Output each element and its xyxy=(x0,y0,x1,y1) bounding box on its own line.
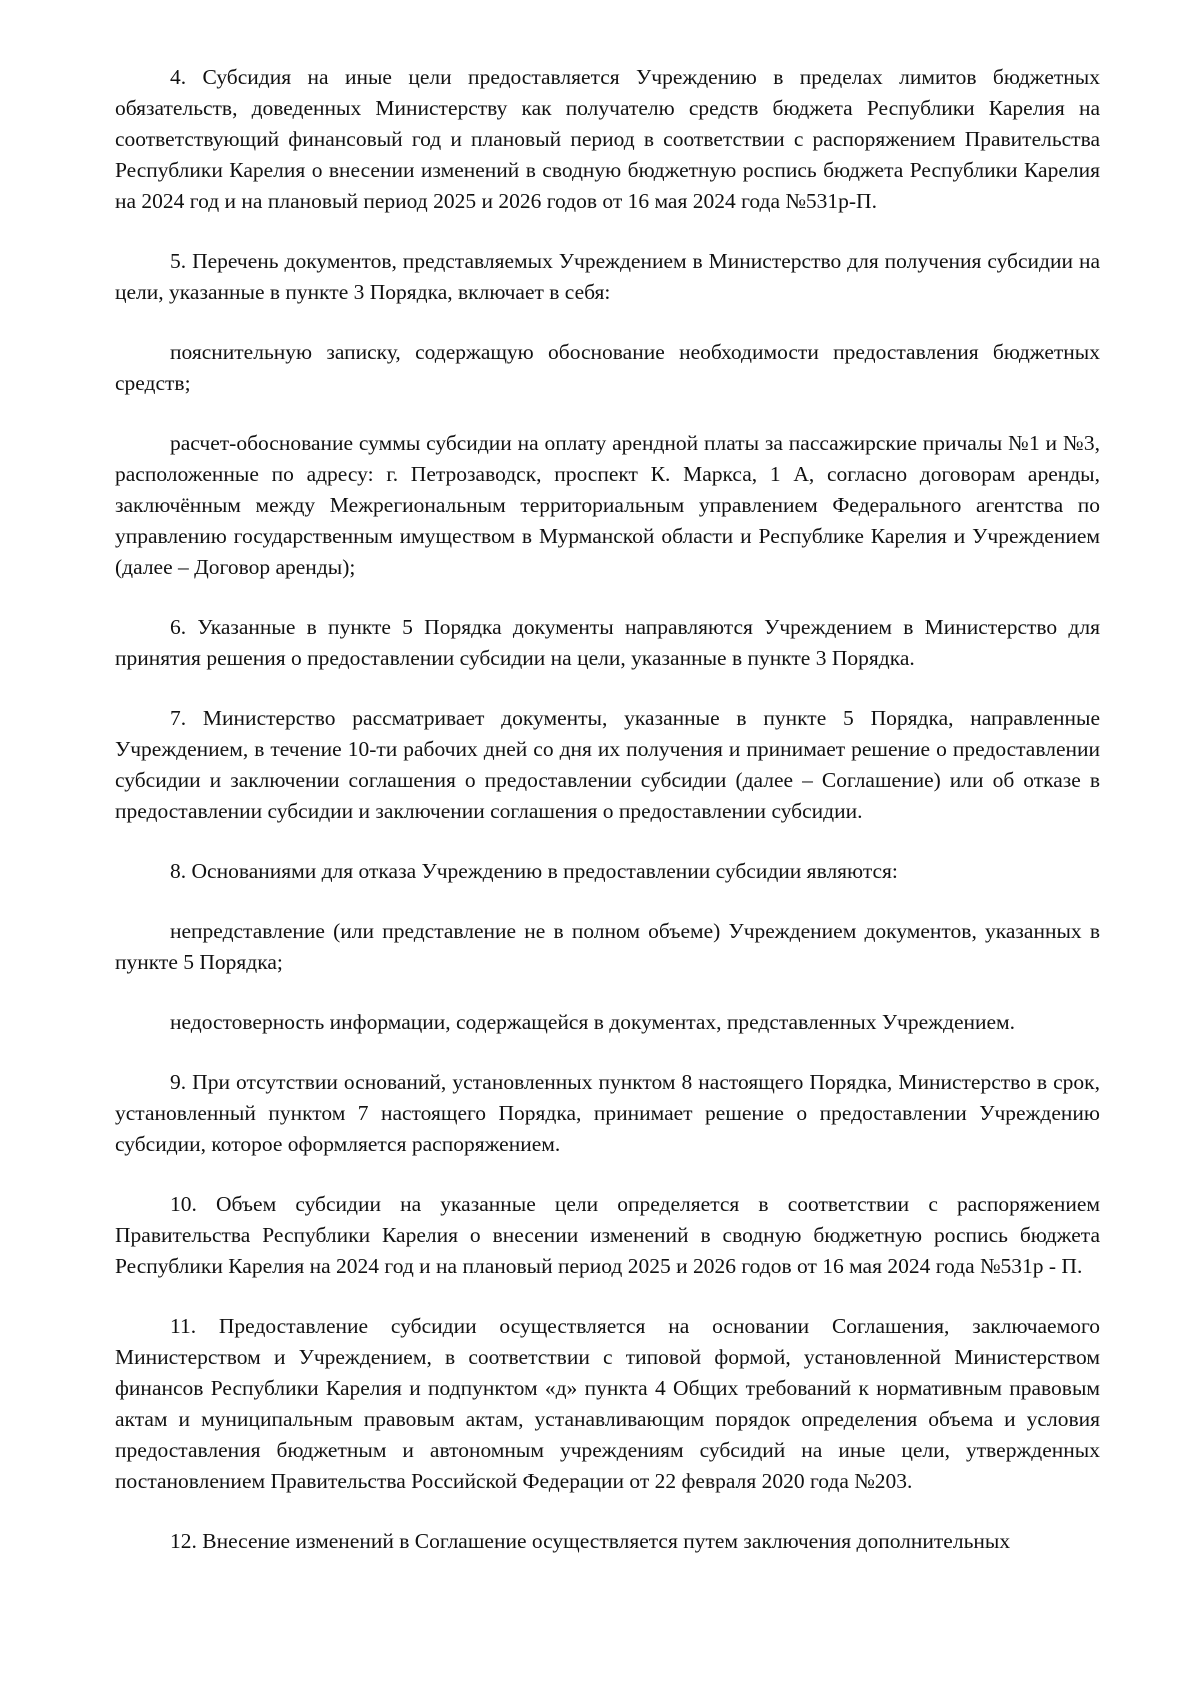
paragraph-item-9: 9. При отсутствии оснований, установленных пунктом 8 настоящего Порядка, Министерство в срок, установленный пунктом 7 настоящего Порядка, принимает решение о предоставлении Учреждению субсидии, которое оформляется распоряжением. xyxy=(115,1070,1100,1156)
paragraph-unreliability: недостоверность информации, содержащейся в документах, представленных Учреждением. xyxy=(170,1010,1016,1034)
paragraph-item-5: 5. Перечень документов, представляемых Учреждением в Министерство для получения субсидии на цели, указанные в пункте 3 Порядка, включает в себя: xyxy=(115,249,1100,304)
paragraph-explanatory-note: пояснительную записку, содержащую обоснование необходимости предоставления бюджетных средств; xyxy=(115,340,1100,395)
paragraph-item-11: 11. Предоставление субсидии осуществляется на основании Соглашения, заключаемого Министерством и Учреждением, в соответствии с типовой формой, установленной Министерством финансов Республики Карелия и подпунктом «д» пункта 4 Общих требований к нормативным правовым актам и муниципальным правовым актам, устанавливающим порядок определения объема и условия предоставления бюджетным и автономным учреждениям субсидий на иные цели, утвержденных постановлением Правительства Российской Федерации от 22 февраля 2020 года №203. xyxy=(115,1314,1100,1493)
paragraph-item-8: 8. Основаниями для отказа Учреждению в предоставлении субсидии являются: xyxy=(170,859,898,883)
paragraph-non-submission: непредставление (или представление не в полном объеме) Учреждением документов, указанных в пункте 5 Порядка; xyxy=(115,919,1100,974)
paragraph-item-6: 6. Указанные в пункте 5 Порядка документы направляются Учреждением в Министерство для принятия решения о предоставлении субсидии на цели, указанные в пункте 3 Порядка. xyxy=(115,615,1100,670)
paragraph-item-12: 12. Внесение изменений в Соглашение осуществляется путем заключения дополнительных xyxy=(170,1529,1011,1553)
paragraph-item-7: 7. Министерство рассматривает документы, указанные в пункте 5 Порядка, направленные Учреждением, в течение 10-ти рабочих дней со дня их получения и принимает решение о предоставлении субсидии и заключении соглашения о предоставлении субсидии (далее – Соглашение) или об отказе в предоставлении субсидии и заключении соглашения о предоставлении субсидии. xyxy=(115,706,1100,823)
document-page xyxy=(115,62,1100,1586)
paragraph-calculation: расчет-обоснование суммы субсидии на оплату арендной платы за пассажирские причалы №1 и №3, расположенные по адресу: г. Петрозаводск, проспект К. Маркса, 1 А, согласно договорам аренды, заключённым между Межрегиональным территориальным управлением Федерального агентства по управлению государственным имуществом в Мурманской области и Республике Карелия и Учреждением (далее – Договор аренды); xyxy=(115,431,1100,579)
paragraph-item-10: 10. Объем субсидии на указанные цели определяется в соответствии с распоряжением Правительства Республики Карелия о внесении изменений в сводную бюджетную роспись бюджета Республики Карелия на 2024 год и на плановый период 2025 и 2026 годов от 16 мая 2024 года №531р - П. xyxy=(115,1192,1100,1278)
paragraph-item-4: 4. Субсидия на иные цели предоставляется Учреждению в пределах лимитов бюджетных обязательств, доведенных Министерству как получателю средств бюджета Республики Карелия на соответствующий финансовый год и плановый период в соответствии с распоряжением Правительства Республики Карелия о внесении изменений в сводную бюджетную роспись бюджета Республики Карелия на 2024 год и на плановый период 2025 и 2026 годов от 16 мая 2024 года №531р-П. xyxy=(115,65,1100,213)
